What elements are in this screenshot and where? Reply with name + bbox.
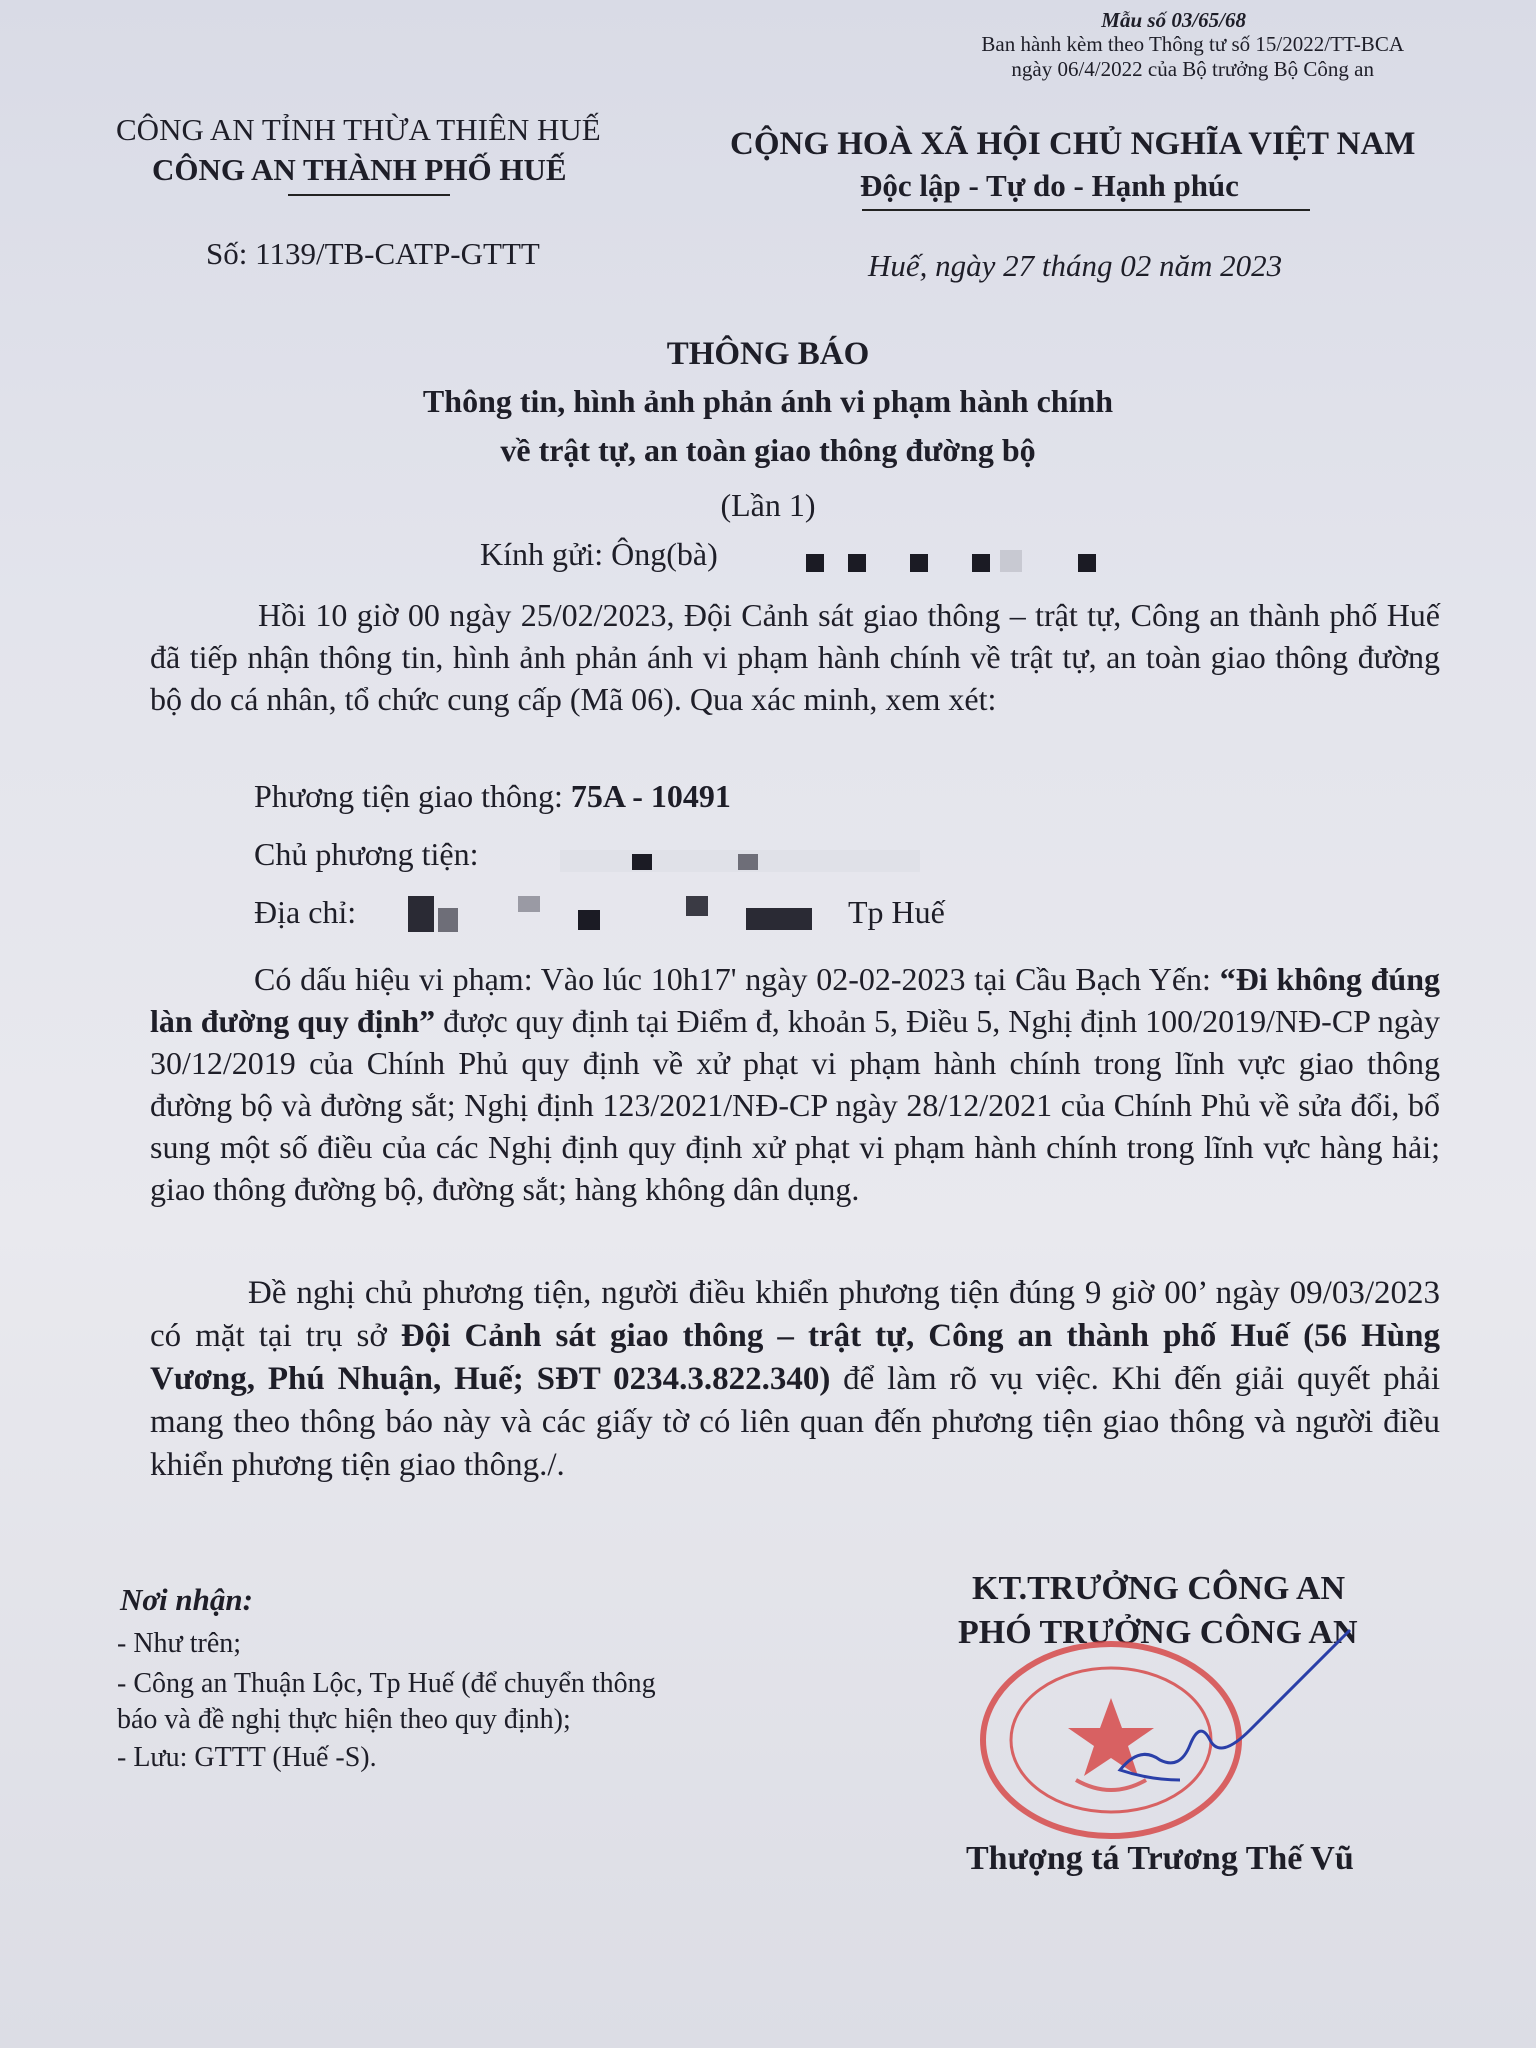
redacted-owner-name xyxy=(560,848,930,874)
document-subtitle-line1: Thông tin, hình ảnh phản ánh vi phạm hành chính xyxy=(422,383,1114,419)
form-issuance-line1: Ban hành kèm theo Thông tư số 15/2022/TT-BCA xyxy=(981,32,1404,56)
document-number: Số: 1139/TB-CATP-GTTT xyxy=(206,236,540,271)
recipient-item-1: - Như trên; xyxy=(117,1628,242,1659)
paragraph-request xyxy=(150,1272,1440,1487)
redacted-address xyxy=(406,894,832,936)
address-label: Địa chỉ: xyxy=(254,894,357,930)
recipients-title: Nơi nhận: xyxy=(120,1582,253,1617)
national-title: CỘNG HOÀ XÃ HỘI CHỦ NGHĨA VIỆT NAM xyxy=(730,126,1416,162)
recipient-item-3: báo và đề nghị thực hiện theo quy định); xyxy=(117,1704,571,1735)
recipient-item-4: - Lưu: GTTT (Huế -S). xyxy=(117,1742,377,1773)
request-office: Đội Cảnh sát giao thông – trật tự, Công an thành phố Huế (56 Hùng Vương, Phú Nhuận, Huế; SĐT 0234.3.822.340) xyxy=(150,1318,1440,1397)
vehicle-plate: 75A - 10491 xyxy=(570,778,731,814)
address-city: Tp Huế xyxy=(848,894,945,930)
paragraph-violation xyxy=(150,958,1440,1210)
agency-name: CÔNG AN THÀNH PHỐ HUẾ xyxy=(152,152,567,187)
paragraph-intro: Hồi 10 giờ 00 ngày 25/02/2023, Đội Cảnh sát giao thông – trật tự, Công an thành phố Huế đã tiếp nhận thông tin, hình ảnh phản ánh vi phạm hành chính về trật tự, an toàn giao thông đường bộ do cá nhân, tổ chức cung cấp (Mã 06). Qua xác minh, xem xét: xyxy=(150,597,1440,717)
signer-name: Thượng tá Trương Thế Vũ xyxy=(966,1840,1354,1877)
form-number: Mẫu số 03/65/68 xyxy=(1101,8,1246,32)
owner-label: Chủ phương tiện: xyxy=(254,836,479,872)
recipient-label: Kính gửi: Ông(bà) xyxy=(480,536,718,572)
handwritten-signature xyxy=(1100,1620,1360,1800)
violation-offense: “Đi không đúng làn đường quy định” xyxy=(150,961,1441,1039)
request-text-2: để làm rõ vụ việc. Khi đến giải quyết phải mang theo thông báo này và các giấy tờ có liên quan đến phương tiện giao thông và người điều khiển phương tiện giao thông./. xyxy=(150,1361,1440,1483)
form-issuance-line2: ngày 06/4/2022 của Bộ trưởng Bộ Công an xyxy=(1011,57,1374,81)
agency-underline xyxy=(288,194,450,196)
owner-field xyxy=(254,836,478,873)
national-motto: Độc lập - Tự do - Hạnh phúc xyxy=(860,168,1239,203)
document-subtitle-line2: về trật tự, an toàn giao thông đường bộ xyxy=(500,432,1036,468)
vehicle-label: Phương tiện giao thông: xyxy=(254,778,563,814)
signature-title-2: PHÓ TRƯỞNG CÔNG AN xyxy=(958,1614,1358,1651)
document-title: THÔNG BÁO xyxy=(666,336,870,372)
redacted-recipient-name xyxy=(800,548,1100,576)
vehicle-field xyxy=(254,778,731,815)
violation-legal-basis: được quy định tại Điểm đ, khoản 5, Điều 5, Nghị định 100/2019/NĐ-CP ngày 30/12/2019 của Chính Phủ quy định về xử phạt vi phạm hành chính trong lĩnh vực giao thông đường bộ và đường sắt; Nghị định 123/2021/NĐ-CP ngày 28/12/2021 của Chính Phủ về sửa đổi, bổ sung một số điều của các Nghị định quy định xử phạt vi phạm hành chính trong lĩnh vực hàng hải; giao thông đường bộ, đường sắt; hàng không dân dụng. xyxy=(150,1003,1441,1207)
place-date: Huế, ngày 27 tháng 02 năm 2023 xyxy=(868,248,1283,283)
form-issuance xyxy=(981,32,1404,82)
agency-parent: CÔNG AN TỈNH THỪA THIÊN HUẾ xyxy=(116,112,601,147)
violation-intro: Có dấu hiệu vi phạm: Vào lúc 10h17' ngày 02-02-2023 tại Cầu Bạch Yến: xyxy=(254,961,1211,997)
address-field xyxy=(254,894,356,931)
motto-underline xyxy=(862,209,1310,211)
recipient-item-2: - Công an Thuận Lộc, Tp Huế (để chuyển thông xyxy=(117,1668,656,1699)
signature-title-1: KT.TRƯỞNG CÔNG AN xyxy=(972,1570,1346,1607)
request-text-1: Đề nghị chủ phương tiện, người điều khiển phương tiện đúng 9 giờ 00’ ngày 09/03/2023 có mặt tại trụ sở xyxy=(150,1275,1440,1354)
attempt-number: (Lần 1) xyxy=(720,487,816,523)
